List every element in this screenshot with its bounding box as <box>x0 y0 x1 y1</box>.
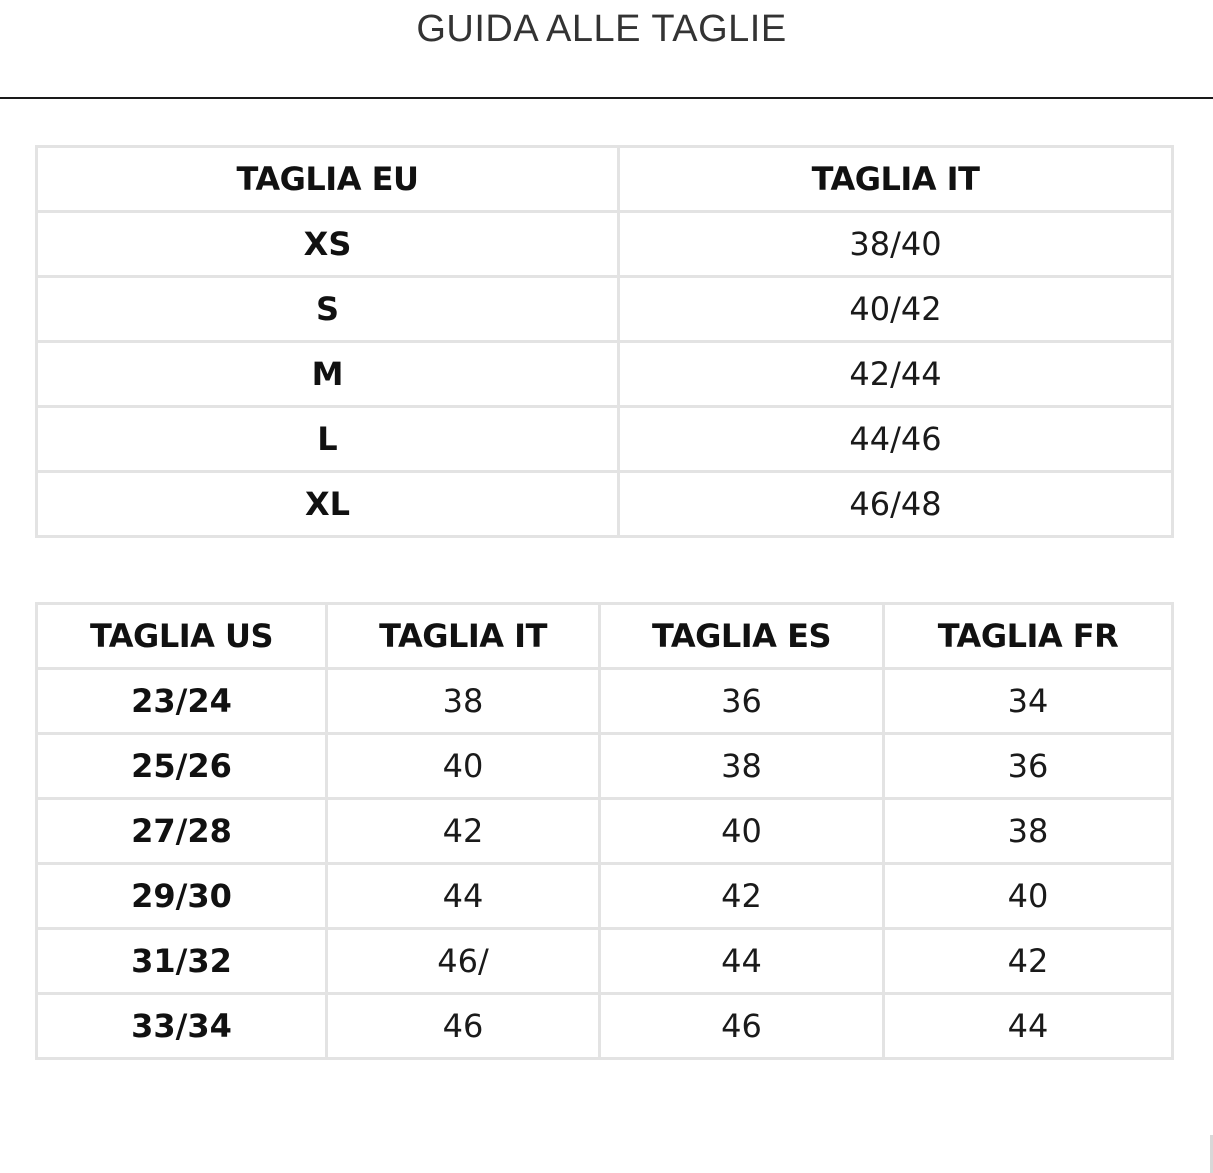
it-size-cell: 46/ <box>327 929 600 994</box>
table-header-row <box>37 147 1173 212</box>
table-row <box>37 929 1173 994</box>
us-size-cell: 29/30 <box>37 864 327 929</box>
es-size-cell: 38 <box>600 734 884 799</box>
table-header-row <box>37 604 1173 669</box>
title-divider <box>0 97 1213 99</box>
header-taglia-eu: TAGLIA EU <box>37 147 619 212</box>
it-size-cell: 40/42 <box>619 277 1173 342</box>
table-row <box>37 277 1173 342</box>
page-title: GUIDA ALLE TAGLIE <box>416 8 787 50</box>
eu-size-cell: S <box>37 277 619 342</box>
table-row <box>37 472 1173 537</box>
eu-size-cell: L <box>37 407 619 472</box>
us-size-cell: 33/34 <box>37 994 327 1059</box>
it-size-cell: 42 <box>327 799 600 864</box>
table-row <box>37 799 1173 864</box>
header-taglia-us: TAGLIA US <box>37 604 327 669</box>
it-size-cell: 46/48 <box>619 472 1173 537</box>
it-size-cell: 38/40 <box>619 212 1173 277</box>
es-size-cell: 36 <box>600 669 884 734</box>
fr-size-cell: 40 <box>884 864 1173 929</box>
it-size-cell: 44 <box>327 864 600 929</box>
it-size-cell: 42/44 <box>619 342 1173 407</box>
es-size-cell: 46 <box>600 994 884 1059</box>
table-row <box>37 407 1173 472</box>
header-taglia-it: TAGLIA IT <box>619 147 1173 212</box>
eu-size-cell: XL <box>37 472 619 537</box>
table-row <box>37 994 1173 1059</box>
table-row <box>37 212 1173 277</box>
header-taglia-es: TAGLIA ES <box>600 604 884 669</box>
es-size-cell: 40 <box>600 799 884 864</box>
fr-size-cell: 44 <box>884 994 1173 1059</box>
es-size-cell: 42 <box>600 864 884 929</box>
it-size-cell: 40 <box>327 734 600 799</box>
eu-size-table <box>35 145 1174 538</box>
header-taglia-it: TAGLIA IT <box>327 604 600 669</box>
es-size-cell: 44 <box>600 929 884 994</box>
fr-size-cell: 34 <box>884 669 1173 734</box>
eu-size-cell: M <box>37 342 619 407</box>
table-row <box>37 669 1173 734</box>
it-size-cell: 46 <box>327 994 600 1059</box>
fr-size-cell: 36 <box>884 734 1173 799</box>
header-taglia-fr: TAGLIA FR <box>884 604 1173 669</box>
fr-size-cell: 38 <box>884 799 1173 864</box>
it-size-cell: 44/46 <box>619 407 1173 472</box>
table-row <box>37 734 1173 799</box>
table-row <box>37 864 1173 929</box>
it-size-cell: 38 <box>327 669 600 734</box>
fr-size-cell: 42 <box>884 929 1173 994</box>
table-row <box>37 342 1173 407</box>
eu-size-cell: XS <box>37 212 619 277</box>
us-size-cell: 23/24 <box>37 669 327 734</box>
us-size-table <box>35 602 1174 1060</box>
us-size-cell: 25/26 <box>37 734 327 799</box>
us-size-cell: 31/32 <box>37 929 327 994</box>
us-size-cell: 27/28 <box>37 799 327 864</box>
